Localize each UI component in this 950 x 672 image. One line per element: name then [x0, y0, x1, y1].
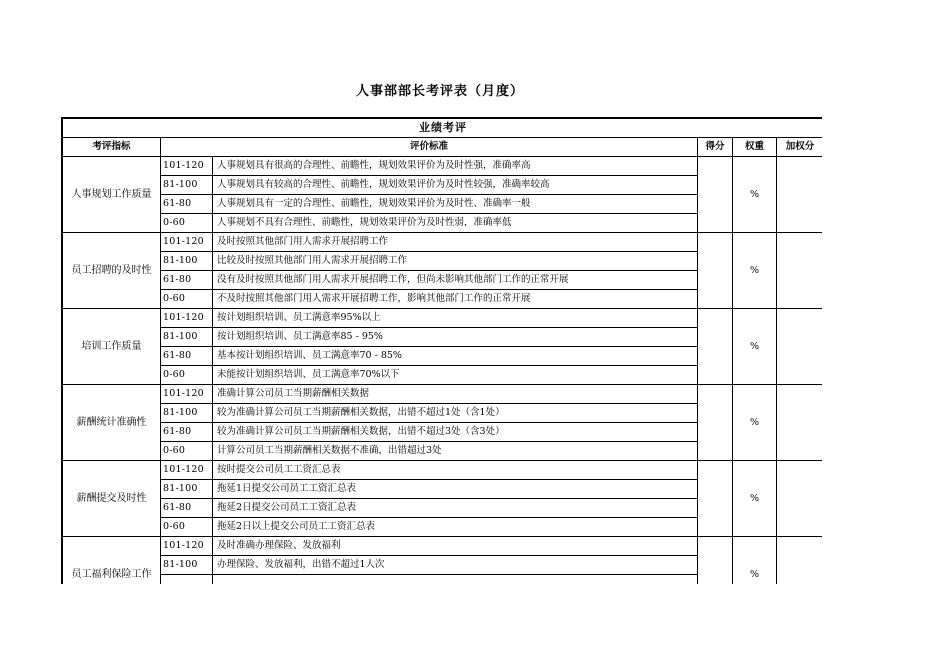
criteria-text: 按计划组织培训、员工满意率85 - 95% [213, 328, 698, 347]
criteria-text: 没有及时按照其他部门用人需求开展招聘工作，但尚未影响其他部门工作的正常开展 [213, 271, 698, 290]
criteria-text: 准确计算公司员工当期薪酬相关数据 [213, 385, 698, 404]
section-header: 业绩考评 [63, 119, 823, 138]
criteria-text: 较为准确计算公司员工当期薪酬相关数据，出错不超过1处（含1处） [213, 404, 698, 423]
score-range: 81-100 [161, 328, 213, 347]
table-row [63, 157, 823, 176]
score-range: 0-60 [161, 442, 213, 461]
score-range: 61-80 [161, 499, 213, 518]
table-row [63, 461, 823, 480]
criteria-text: 基本按计划组织培训、员工满意率70 - 85% [213, 347, 698, 366]
criteria-text: 较为准确计算公司员工当期薪酬相关数据，出错不超过3处（含3处） [213, 423, 698, 442]
page-title: 人事部部长考评表（月度） [355, 84, 524, 99]
score-range: 101-120 [161, 537, 213, 556]
weight-cell: % [733, 157, 777, 233]
metric-name: 人事规划工作质量 [63, 157, 161, 233]
score-range: 81-100 [161, 176, 213, 195]
table-row [63, 309, 823, 328]
metric-name: 员工福利保险工作 [63, 537, 161, 585]
criteria-text: 及时按照其他部门用人需求开展招聘工作 [213, 233, 698, 252]
score-cell[interactable] [698, 385, 733, 461]
evaluation-table [62, 118, 822, 584]
column-header-weight: 权重 [733, 138, 777, 157]
score-range: 81-100 [161, 252, 213, 271]
criteria-text: 拖延1日提交公司员工工资汇总表 [213, 480, 698, 499]
criteria-text: 办理保险、发放福利，出错不超过1人次 [213, 556, 698, 575]
criteria-text: 人事规划不具有合理性、前瞻性，规划效果评价为及时性弱，准确率低 [213, 214, 698, 233]
section-header-row [63, 119, 823, 138]
score-range: 101-120 [161, 309, 213, 328]
criteria-text: 不及时按照其他部门用人需求开展招聘工作，影响其他部门工作的正常开展 [213, 290, 698, 309]
score-range: 101-120 [161, 157, 213, 176]
metric-name: 薪酬提交及时性 [63, 461, 161, 537]
evaluation-sheet [61, 117, 822, 584]
table-row [63, 385, 823, 404]
criteria-text: 未能按计划组织培训、员工满意率70%以下 [213, 366, 698, 385]
weighted-score-cell[interactable] [777, 537, 823, 585]
weighted-score-cell[interactable] [777, 385, 823, 461]
score-range: 81-100 [161, 404, 213, 423]
score-range: 61-80 [161, 271, 213, 290]
weight-cell: % [733, 461, 777, 537]
criteria-text: 拖延2日以上提交公司员工工资汇总表 [213, 518, 698, 537]
score-range: 61-80 [161, 423, 213, 442]
criteria-text: 计算公司员工当期薪酬相关数据不准确，出错超过3处 [213, 442, 698, 461]
metric-name: 薪酬统计准确性 [63, 385, 161, 461]
score-range: 0-60 [161, 290, 213, 309]
column-header-row [63, 138, 823, 157]
score-cell[interactable] [698, 461, 733, 537]
criteria-text: 按时提交公司员工工资汇总表 [213, 461, 698, 480]
criteria-text: 及时准确办理保险、发放福利 [213, 537, 698, 556]
score-cell[interactable] [698, 157, 733, 233]
criteria-text: 人事规划具有较高的合理性、前瞻性，规划效果评价为及时性较强，准确率较高 [213, 176, 698, 195]
score-range: 81-100 [161, 556, 213, 575]
score-range: 0-60 [161, 366, 213, 385]
weight-cell: % [733, 309, 777, 385]
weighted-score-cell[interactable] [777, 309, 823, 385]
criteria-text: 比较及时按照其他部门用人需求开展招聘工作 [213, 252, 698, 271]
score-range [161, 575, 213, 585]
score-cell[interactable] [698, 309, 733, 385]
weighted-score-cell[interactable] [777, 233, 823, 309]
column-header-criteria: 评价标准 [161, 138, 698, 157]
score-range: 101-120 [161, 461, 213, 480]
score-cell[interactable] [698, 537, 733, 585]
score-range: 101-120 [161, 233, 213, 252]
table-row [63, 233, 823, 252]
column-header-indicator: 考评指标 [63, 138, 161, 157]
score-cell[interactable] [698, 233, 733, 309]
weighted-score-cell[interactable] [777, 461, 823, 537]
weight-cell: % [733, 385, 777, 461]
criteria-text: 按计划组织培训、员工满意率95%以上 [213, 309, 698, 328]
criteria-text: 人事规划具有一定的合理性、前瞻性，规划效果评价为及时性、准确率一般 [213, 195, 698, 214]
score-range: 81-100 [161, 480, 213, 499]
metric-name: 员工招聘的及时性 [63, 233, 161, 309]
score-range: 61-80 [161, 195, 213, 214]
column-header-score: 得分 [698, 138, 733, 157]
criteria-text [213, 575, 698, 585]
metric-name: 培训工作质量 [63, 309, 161, 385]
criteria-text: 拖延2日提交公司员工工资汇总表 [213, 499, 698, 518]
weight-cell: % [733, 537, 777, 585]
score-range: 61-80 [161, 347, 213, 366]
table-row [63, 537, 823, 556]
score-range: 0-60 [161, 214, 213, 233]
weight-cell: % [733, 233, 777, 309]
weighted-score-cell[interactable] [777, 157, 823, 233]
criteria-text: 人事规划具有很高的合理性、前瞻性，规划效果评价为及时性强，准确率高 [213, 157, 698, 176]
column-header-weighted: 加权分 [777, 138, 823, 157]
score-range: 0-60 [161, 518, 213, 537]
score-range: 101-120 [161, 385, 213, 404]
